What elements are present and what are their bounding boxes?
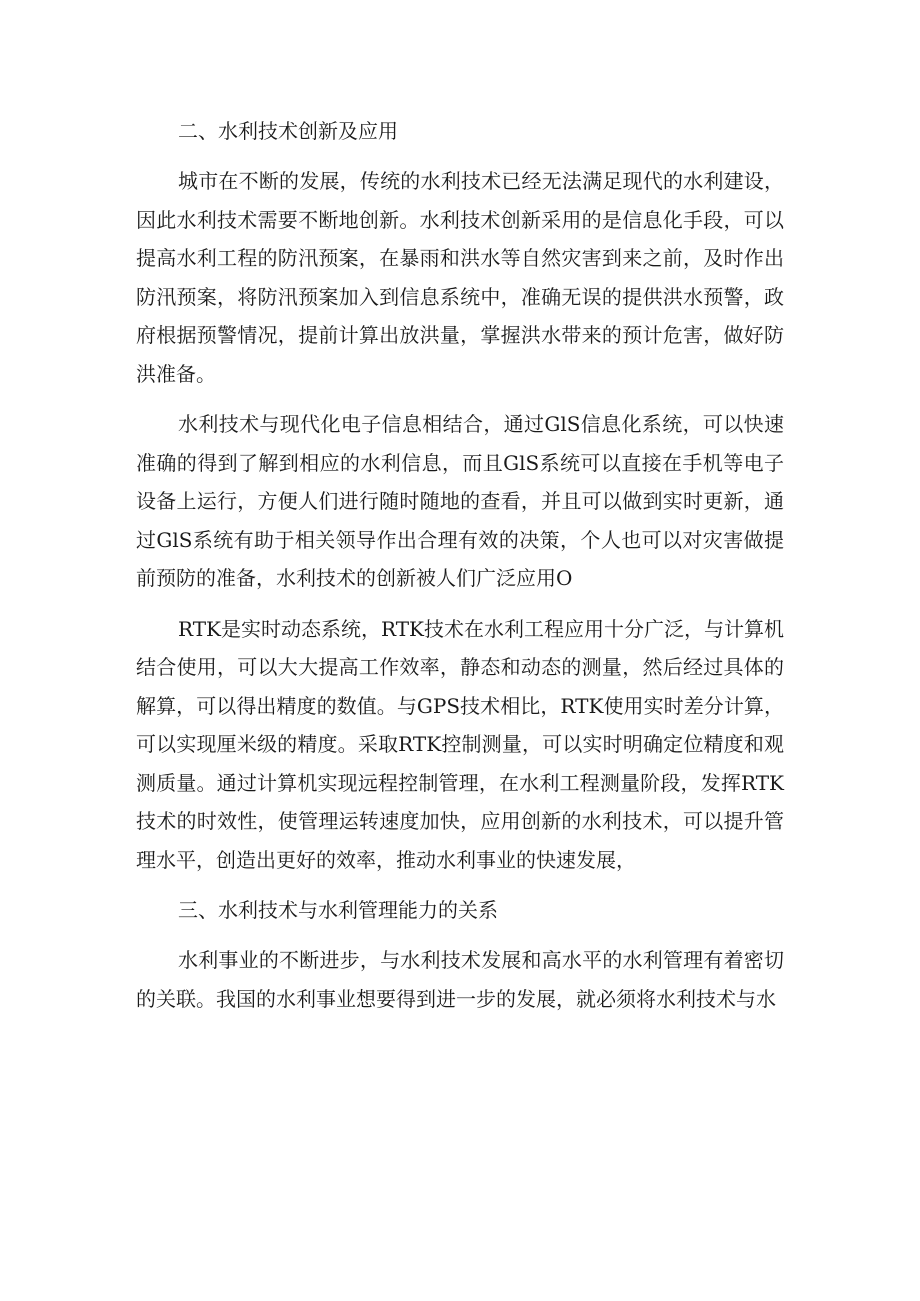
paragraph-gis-system: 水利技术与现代化电子信息相结合，通过GlS信息化系统，可以快速准确的得到了解到相应的水利信息，而且GlS系统可以直接在手机等电子设备上运行，方便人们进行随时随地的查看，并且可以做到实时更新，通过GlS系统有助于相关领导作出合理有效的决策，个人也可以对灾害做提前预防的准备，水利技术的创新被人们广泛应用O (136, 412, 784, 590)
paragraph-innovation-flood-control: 城市在不断的发展，传统的水利技术已经无法满足现代的水利建设，因此水利技术需要不断地创新。水利技术创新采用的是信息化手段，可以提高水利工程的防汛预案，在暴雨和洪水等自然灾害到来之前，及时作出防汛预案，将防汛预案加入到信息系统中，准确无误的提供洪水预警，政府根据预警情况，提前计算出放洪量，掌握洪水带来的预计危害，做好防洪准备。 (136, 169, 784, 386)
spacer (136, 150, 784, 162)
spacer (136, 879, 784, 891)
paragraph-rtk-system: RTK是实时动态系统，RTK技术在水利工程应用十分广泛，与计算机结合使用，可以大大提高工作效率，静态和动态的测量，然后经过具体的解算，可以得出精度的数值。与GPS技术相比，RTK使用实时差分计算，可以实现厘米级的精度。采取RTK控制测量，可以实时明确定位精度和观测质量。通过计算机实现远程控制管理，在水利工程测量阶段，发挥RTK技术的时效性，使管理运转速度加快，应用创新的水利技术，可以提升管理水平，创造出更好的效率，推动水利事业的快速发展， (136, 616, 784, 872)
spacer (136, 393, 784, 405)
section-heading-water-tech-innovation: 二、水利技术创新及应用 (178, 119, 398, 143)
paragraph-management-relation: 水利事业的不断进步，与水利技术发展和高水平的水利管理有着密切的关联。我国的水利事业想要得到进一步的发展，就必须将水利技术与水 (136, 948, 784, 1011)
spacer (136, 598, 784, 610)
document-body (136, 112, 784, 1018)
spacer (136, 929, 784, 941)
section-heading-tech-management-relation: 三、水利技术与水利管理能力的关系 (178, 898, 498, 922)
